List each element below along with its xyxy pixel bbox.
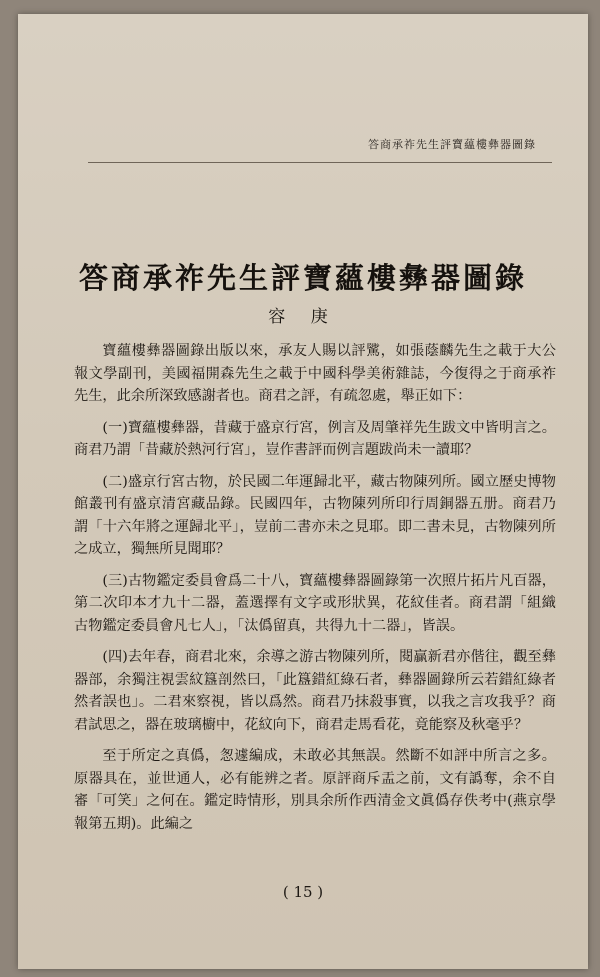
paragraph: (二)盛京行宮古物，於民國二年運歸北平，藏古物陳列所。國立歷史博物館叢刊有盛京清宮藏品錄。民國四年，古物陳列所印行周銅器五册。商君乃謂「十六年將之運歸北平」，豈前二書亦未之見耶。即二書未見，古物陳列所之成立，獨無所見聞耶？: [74, 473, 556, 557]
book-page: [18, 14, 588, 969]
paragraph: 寶蘊樓彝器圖錄出版以來，承友人賜以評騭，如張蔭麟先生之載于大公報文學副刊，美國福開森先生之載于中國科學美術雜誌，今復得之于商承祚先生，此余所深致感謝者也。商君之評，有疏忽處，舉正如下：: [74, 343, 556, 404]
paragraph: (四)去年春，商君北來，余導之游古物陳列所，閱贏新君亦偕往，觀至彝器部，余獨注視雲紋簋剖然曰，「此簋錯紅綠石者，彝器圖錄所云若錯紅綠者然者誤也」。二君來察視，皆以爲然。商君乃抹殺事實，以我之言攻我乎？商君試思之，器在玻璃櫥中，花紋向下，商君走馬看花，竟能察及秋毫乎？: [74, 649, 556, 733]
header-rule: [88, 162, 552, 163]
paragraph: 至于所定之真僞，怱遽編成，未敢必其無誤。然斷不如評中所言之多。原器具在，並世通人，必有能辨之者。原評商斥盂之前，文有譌奪，余不自審「可笑」之何在。鑑定時情形，別具余所作西清金文眞僞存佚考中(燕京學報第五期)。此編之: [74, 748, 556, 832]
article-body: [74, 340, 556, 844]
page-number: ( 15 ): [282, 883, 324, 901]
running-head: 答商承祚先生評寶蘊樓彝器圖錄: [368, 138, 536, 151]
article-title: 答商承祚先生評寶蘊樓彝器圖錄: [78, 261, 527, 295]
author-name: 容 庚: [268, 307, 338, 327]
paragraph: (一)寶蘊樓彝器，昔藏于盛京行宮，例言及周肇祥先生跋文中皆明言之。商君乃謂「昔藏於熱河行宮」，豈作書評而例言題跋尚未一讀耶？: [74, 419, 556, 458]
paragraph: (三)古物鑑定委員會爲二十八，寶蘊樓彝器圖錄第一次照片拓片凡百器，第二次印本才九十二器，蓋選擇有文字或形狀異，花紋佳者。商君謂「組織古物鑑定委員會凡七人」，「汰僞留真，共得九十二器」，皆誤。: [74, 572, 556, 634]
